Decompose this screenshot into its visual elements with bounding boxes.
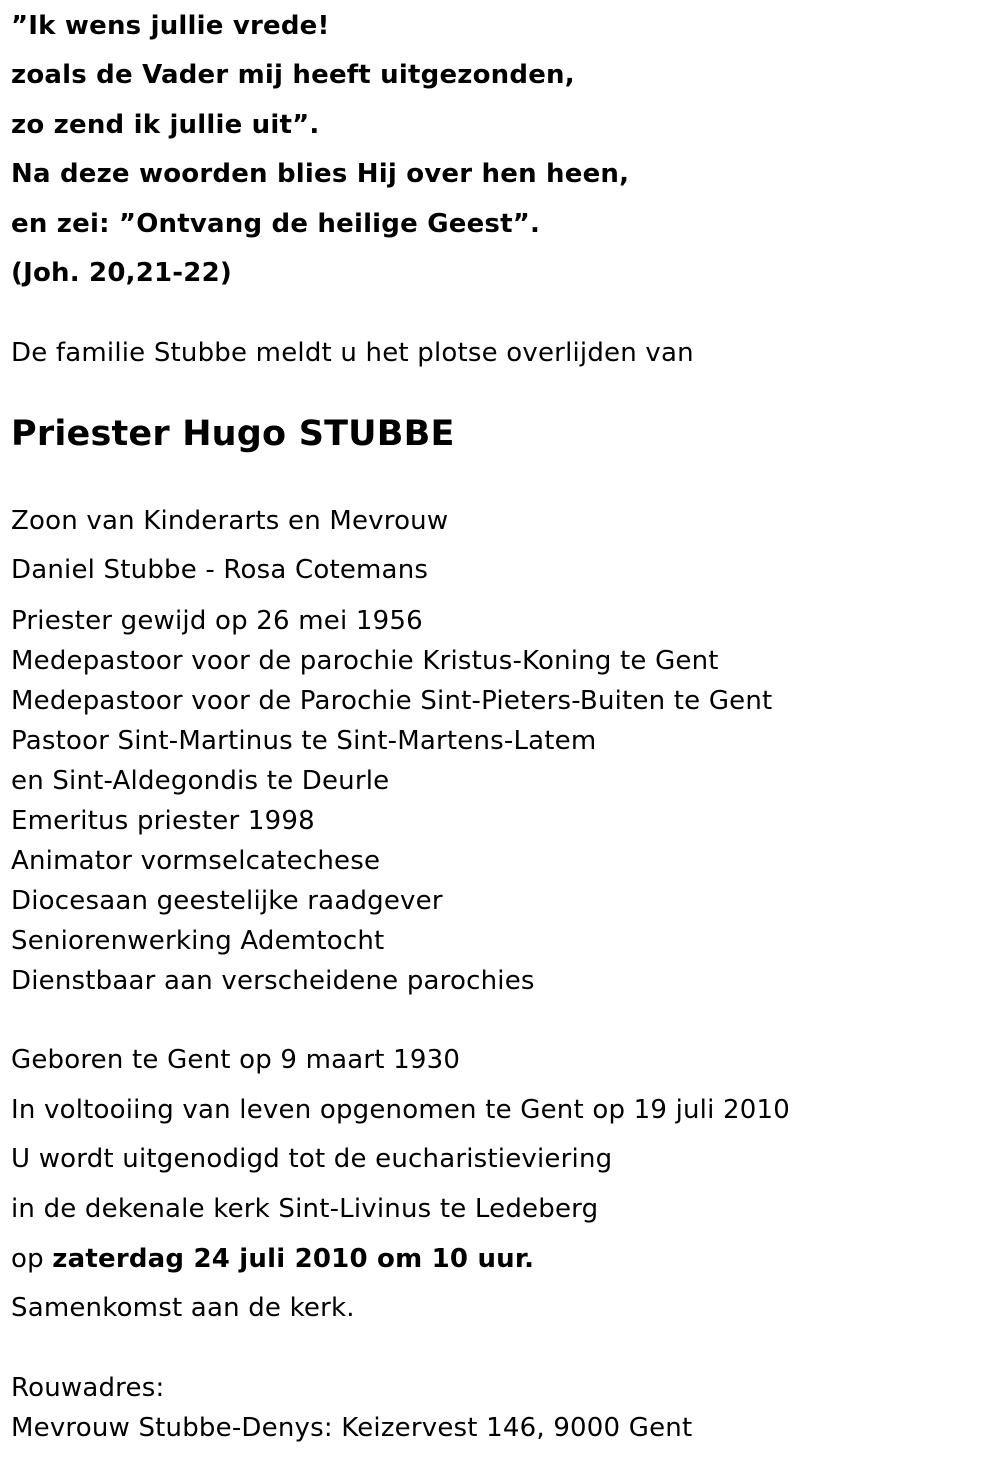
career-item: Emeritus priester 1998 (11, 806, 315, 836)
career-item: Seniorenwerking Ademtocht (11, 926, 385, 956)
service-church: in de dekenale kerk Sint-Livinus te Ledeberg (11, 1194, 599, 1224)
career-item: en Sint-Aldegondis te Deurle (11, 766, 390, 796)
gathering-info: Samenkomst aan de kerk. (11, 1293, 355, 1323)
career-item: Pastoor Sint-Martinus te Sint-Martens-Latem (11, 726, 597, 756)
death-info: In voltooiing van leven opgenomen te Gent op 19 juli 2010 (11, 1095, 790, 1125)
quote-line-4: Na deze woorden blies Hij over hen heen, (11, 159, 630, 189)
career-item: Diocesaan geestelijke raadgever (11, 886, 443, 916)
parents-line-1: Zoon van Kinderarts en Mevrouw (11, 506, 449, 536)
quote-line-5: en zei: ”Ontvang de heilige Geest”. (11, 209, 541, 239)
quote-line-1: ”Ik wens jullie vrede! (11, 11, 330, 41)
career-item: Medepastoor voor de parochie Kristus-Koning te Gent (11, 646, 719, 676)
career-item: Medepastoor voor de Parochie Sint-Pieters-Buiten te Gent (11, 686, 773, 716)
career-item: Dienstbaar aan verscheidene parochies (11, 966, 535, 996)
announcement-text: De familie Stubbe meldt u het plotse overlijden van (11, 338, 694, 368)
quote-reference: (Joh. 20,21-22) (11, 258, 232, 288)
service-date-prefix: op (11, 1244, 53, 1274)
service-date (11, 1243, 534, 1275)
address-value: Mevrouw Stubbe-Denys: Keizervest 146, 9000 Gent (11, 1413, 693, 1443)
career-item: Animator vormselcatechese (11, 846, 381, 876)
quote-line-2: zoals de Vader mij heeft uitgezonden, (11, 60, 575, 90)
quote-line-3: zo zend ik jullie uit”. (11, 110, 320, 140)
parents-line-2: Daniel Stubbe - Rosa Cotemans (11, 555, 429, 585)
birth-info: Geboren te Gent op 9 maart 1930 (11, 1045, 461, 1075)
deceased-name: Priester Hugo STUBBE (11, 414, 455, 454)
address-label: Rouwadres: (11, 1373, 165, 1403)
career-item: Priester gewijd op 26 mei 1956 (11, 606, 423, 636)
service-invitation: U wordt uitgenodigd tot de eucharistieviering (11, 1144, 613, 1174)
service-date-time: zaterdag 24 juli 2010 om 10 uur. (52, 1244, 535, 1274)
